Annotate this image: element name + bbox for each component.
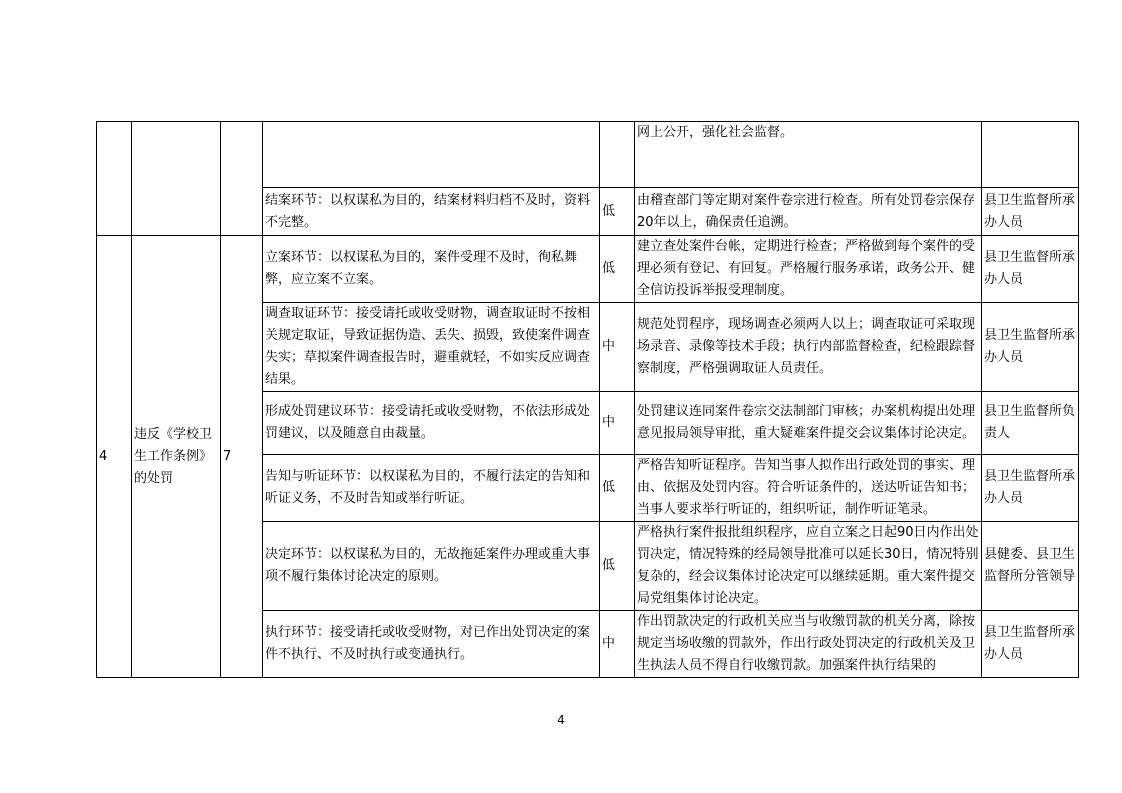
empty-cell: [600, 122, 635, 188]
responsible-cell: 县卫生监督所承办人员: [982, 188, 1079, 236]
responsible-cell: 县卫生监督所承办人员: [982, 303, 1079, 392]
control-measure-cell: 由稽查部门等定期对案件卷宗进行检查。所有处罚卷宗保存20年以上，确保责任追溯。: [635, 188, 982, 236]
empty-cell: [97, 122, 132, 236]
item-number-cell: 4: [97, 236, 132, 678]
responsible-cell: 县健委、县卫生监督所分管领导: [982, 522, 1079, 611]
empty-cell: [263, 122, 600, 188]
risk-level-cell: 中: [600, 611, 635, 678]
responsible-cell: 县卫生监督所承办人员: [982, 611, 1079, 678]
control-measure-cell: 规范处罚程序，现场调查必须两人以上；调查取证可采取现场录音、录像等技术手段；执行内部监督检查，纪检跟踪督察制度，严格强调取证人员责任。: [635, 303, 982, 392]
control-measure-cell: 建立查处案件台帐，定期进行检查；严格做到每个案件的受理必须有登记、有回复。严格履行服务承诺，政务公开、健全信访投诉举报受理制度。: [635, 236, 982, 303]
control-measure-cell: 网上公开，强化社会监督。: [635, 122, 982, 188]
risk-level-cell: 低: [600, 188, 635, 236]
responsible-cell: 县卫生监督所承办人员: [982, 236, 1079, 303]
item-name-cell: 违反《学校卫生工作条例》的处罚: [132, 236, 221, 678]
empty-cell: [982, 122, 1079, 188]
table-row: [97, 236, 1079, 303]
responsible-cell: 县卫生监督所负责人: [982, 392, 1079, 455]
risk-level-cell: 低: [600, 455, 635, 522]
control-measure-cell: 严格执行案件报批组织程序，应自立案之日起90日内作出处罚决定，情况特殊的经局领导批准可以延长30日，情况特别复杂的，经会议集体讨论决定可以继续延期。重大案件提交局党组集体讨论决定。: [635, 522, 982, 611]
risk-point-cell: 立案环节：以权谋私为目的，案件受理不及时，徇私舞弊，应立案不立案。: [263, 236, 600, 303]
risk-level-cell: 低: [600, 236, 635, 303]
risk-point-cell: 执行环节：接受请托或收受财物，对已作出处罚决定的案件不执行、不及时执行或变通执行。: [263, 611, 600, 678]
risk-level-cell: 中: [600, 392, 635, 455]
risk-level-cell: 低: [600, 522, 635, 611]
empty-cell: [221, 122, 263, 236]
risk-level-cell: 中: [600, 303, 635, 392]
page-number: 4: [557, 713, 565, 727]
risk-count-cell: 7: [221, 236, 263, 678]
risk-point-cell: 告知与听证环节：以权谋私为目的，不履行法定的告知和听证义务，不及时告知或举行听证。: [263, 455, 600, 522]
table-row: [97, 122, 1079, 188]
control-measure-cell: 严格告知听证程序。告知当事人拟作出行政处罚的事实、理由、依据及处罚内容。符合听证条件的，送达听证告知书；当事人要求举行听证的，组织听证，制作听证笔录。: [635, 455, 982, 522]
empty-cell: [132, 122, 221, 236]
risk-point-cell: 形成处罚建议环节：接受请托或收受财物，不依法形成处罚建议，以及随意自由裁量。: [263, 392, 600, 455]
risk-point-cell: 结案环节：以权谋私为目的，结案材料归档不及时，资料不完整。: [263, 188, 600, 236]
responsible-cell: 县卫生监督所承办人员: [982, 455, 1079, 522]
control-measure-cell: 作出罚款决定的行政机关应当与收缴罚款的机关分离，除按规定当场收缴的罚款外，作出行政处罚决定的行政机关及卫生执法人员不得自行收缴罚款。加强案件执行结果的: [635, 611, 982, 678]
risk-point-cell: 决定环节：以权谋私为目的，无故拖延案件办理或重大事项不履行集体讨论决定的原则。: [263, 522, 600, 611]
risk-table: [96, 121, 1079, 678]
risk-point-cell: 调查取证环节：接受请托或收受财物，调查取证时不按相关规定取证，导致证据伪造、丢失、损毁，致使案件调查失实；草拟案件调查报告时，避重就轻，不如实反应调查结果。: [263, 303, 600, 392]
control-measure-cell: 处罚建议连同案件卷宗交法制部门审核；办案机构提出处理意见报局领导审批，重大疑难案件提交会议集体讨论决定。: [635, 392, 982, 455]
